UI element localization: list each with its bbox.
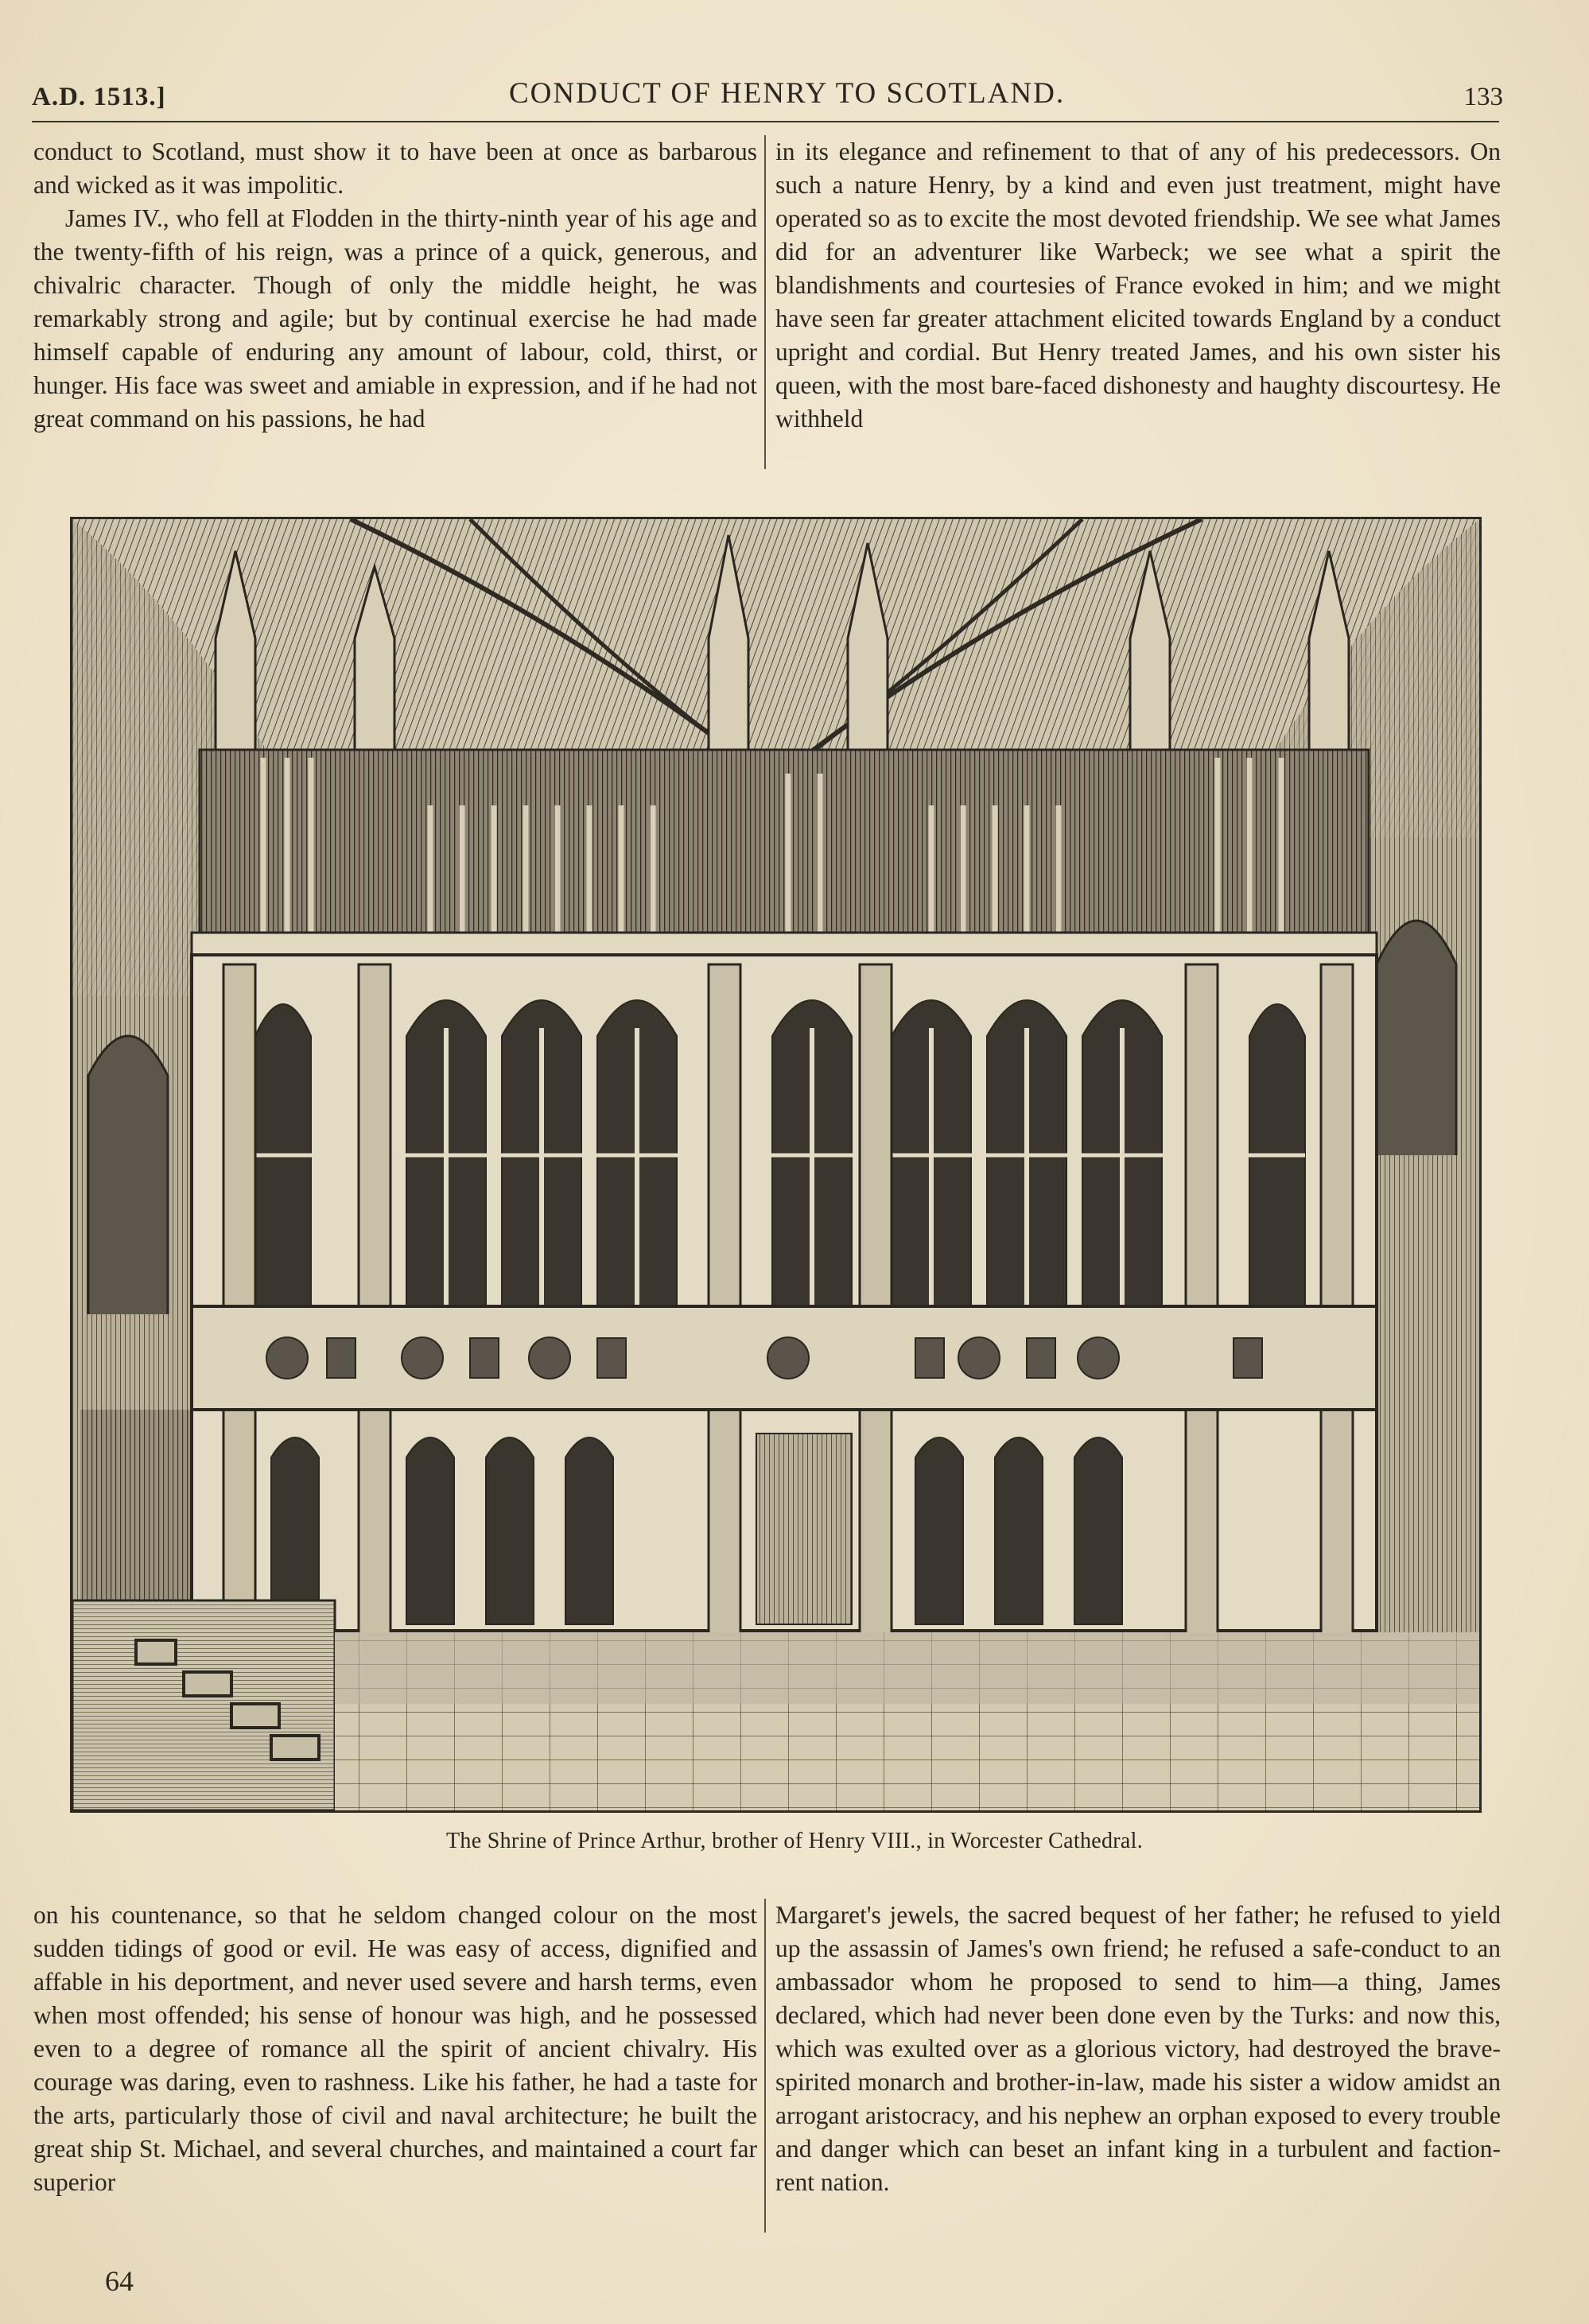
running-header bbox=[32, 76, 1503, 116]
text-column-bottom-left bbox=[33, 1899, 757, 2199]
header-title: CONDUCT OF HENRY TO SCOTLAND. bbox=[509, 77, 1066, 110]
page-number: 133 bbox=[1463, 83, 1503, 111]
header-date: A.D. 1513.] bbox=[32, 83, 166, 111]
shrine-engraving-drawing bbox=[72, 519, 1479, 1810]
column-divider-bottom bbox=[764, 1899, 766, 2233]
shrine-engraving bbox=[70, 517, 1482, 1813]
header-rule bbox=[32, 121, 1499, 122]
paragraph: on his countenance, so that he seldom changed colour on the most sudden tidings of good or evil. He was easy of access, dignified and affable in his deportment, and never used severe and harsh terms, even when most offended; his sense of honour was high, and he possessed even to a degree of romance all the spirit of ancient chivalry. His courage was daring, even to rashness. Like his father, he had a taste for the arts, particularly those of civil and naval architecture; he built the great ship St. Michael, and several churches, and maintained a court far superior bbox=[33, 1901, 757, 2196]
paragraph: in its elegance and refinement to that of any of his predecessors. On such a nature Henry, by a kind and even just treatment, might have operated so as to excite the most devoted friendship. We see what James did for an adventurer like Warbeck; we see what a spirit the blandishments and courtesies of France evoked in him; and we might have seen far greater attachment elicited towards England by a conduct upright and cordial. But Henry treated James, and his own sister his queen, with the most bare-faced dishonesty and haughty discourtesy. He withheld bbox=[775, 138, 1501, 433]
column-divider-top bbox=[764, 135, 766, 469]
text-column-bottom-right bbox=[775, 1899, 1501, 2199]
paragraph: conduct to Scotland, must show it to have been at once as barbarous and wicked as it was impolitic. bbox=[33, 138, 757, 199]
text-column-top-left bbox=[33, 135, 757, 436]
signature-mark: 64 bbox=[105, 2265, 134, 2297]
paragraph: Margaret's jewels, the sacred bequest of her father; he refused to yield up the assassin of James's own friend; he refused a safe-conduct to an ambassador whom he proposed to send to him—a thing, James declared, which had never been done even by the Turks: and now this, which was exulted over as a glorious victory, had destroyed the brave-spirited monarch and brother-in-law, made his sister a widow amidst an arrogant aristocracy, and his nephew an orphan exposed to every trouble and danger which can beset an infant king in a turbulent and faction-rent nation. bbox=[775, 1901, 1501, 2196]
text-column-top-right bbox=[775, 135, 1501, 436]
paragraph: James IV., who fell at Flodden in the thirty-ninth year of his age and the twenty-fifth of his reign, was a prince of a quick, generous, and chivalric character. Though of only the middle height, he was remarkably strong and agile; but by continual exercise he had made himself capable of enduring any amount of labour, cold, thirst, or hunger. His face was sweet and amiable in expression, and if he had not great command on his passions, he had bbox=[33, 204, 757, 433]
figure-caption: The Shrine of Prince Arthur, brother of Henry VIII., in Worcester Cathedral. bbox=[445, 1829, 1144, 1853]
